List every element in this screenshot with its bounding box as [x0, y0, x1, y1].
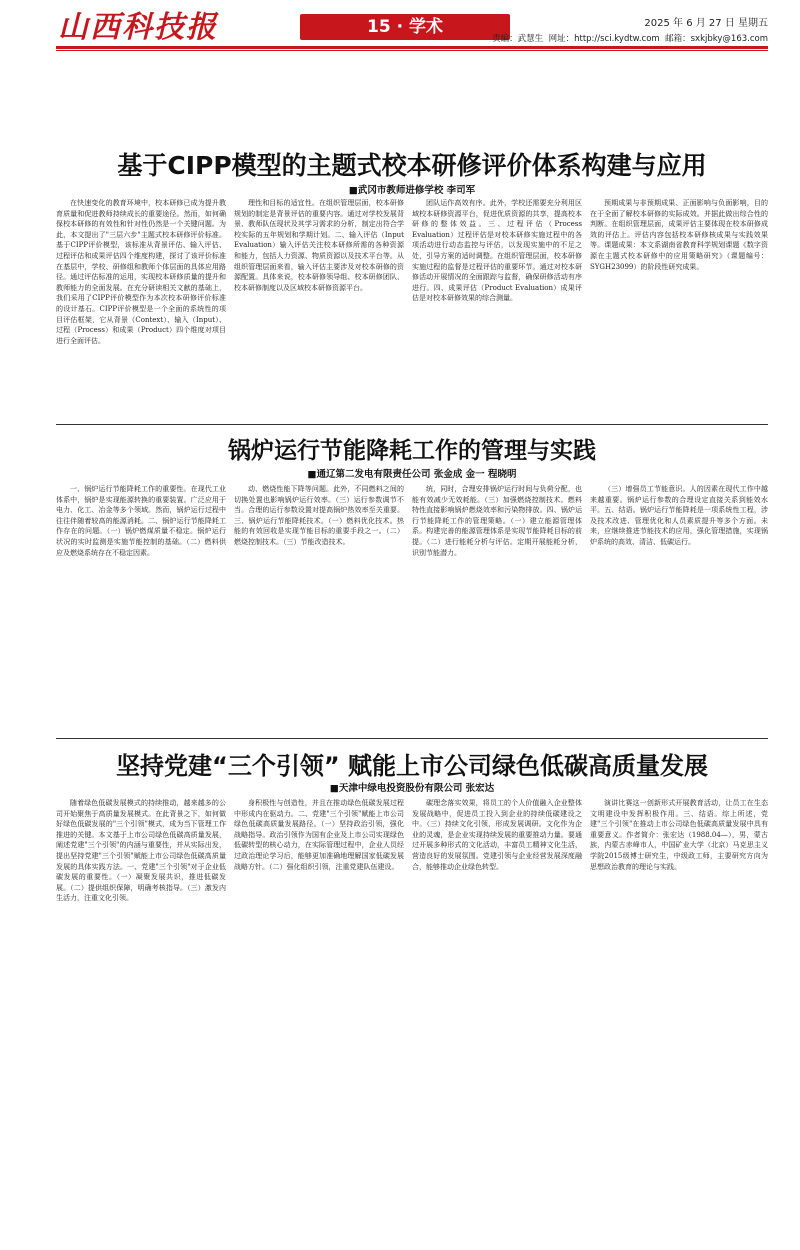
- article-1-text-3: 团队运作高效有序。此外，学校还需要充分利用区域校本研修资源平台，促进优质资源的共享，提高校本研修的整体效益。三、过程评估（Process Evaluation）过程评估是对校本研修实施过程中的各项活动进行动态监控与评估，以发现实施中的不足之处，引导方案的适时调整。在组织管理层面，校本研修实施过程的监督是过程评估的重要环节。通过对校本研修活动开展情况的全面跟踪与监督，确保研修活动有序进行。四、成果评估（Product Evaluation）成果评估是对校本研修效果的综合测量。: [412, 199, 582, 303]
- article-3-text-2: 身积极性与创造性，并且在推动绿色低碳发展过程中形成内在驱动力。二、党建"三个引领"赋能上市公司绿色低碳高质量发展路径。（一）坚持政治引领，强化战略指导。政治引领作为国有企业及上市公司实现绿色低碳转型的核心动力，在实际管理过程中，企业人员经过政治理论学习后，能够更加准确地理解国家低碳发展战略方针。（二）强化组织引领，注重党建队伍建设。: [234, 799, 404, 871]
- article-1-text-1: 在快速变化的教育环境中，校本研修已成为提升教育质量和促进教师持续成长的重要途径。然而，如何确保校本研修的有效性和针对性仍然是一个关键问题。为此，本文提出了"三层六步"主题式校本研修评价标准。基于CIPP评价模型，该标准从背景评估、输入评估、过程评估和成果评估四个维度构建，探讨了该评价标准在基层中，学校、研修组和教师个体层面的具体应用路径。通过评估标准的运用，实现校本研修质量的提升和教师能力的全面发展。在充分研读相关文献的基础上，我们采用了CIPP评价模型作为本次校本研修评价标准的设计基石。CIPP评价模型是一个全面的系统性的项目评估框架，它从背景（Context）、输入（Input）、过程（Process）和成果（Product）四个维度对项目进行全面评估。: [56, 199, 226, 345]
- article-2-byline: ■通辽第二发电有限责任公司 张金成 金一 程晓明: [307, 469, 517, 480]
- issue-date: 2025 年 6 月 27 日 星期五: [644, 18, 768, 29]
- website-link[interactable]: 网址：http://sci.kydtw.com: [548, 34, 660, 44]
- article-2-column-2: [234, 484, 404, 724]
- article-1-column-4: [590, 198, 768, 418]
- article-1-text-2: 理性和目标的适宜性。在组织管理层面，校本研修规划的制定是背景评估的重要内容。通过对学校发展背景、教师队伍现状及其学习需求的分析，制定出符合学校实际的五年规划和学期计划。二、输入评估（Input Evaluation）输入评估关注校本研修所需的各种资源和能力，包括人力资源、物质资源以及技术平台等。从组织管理层面来看，输入评估主要涉及对校本研修的资源配置。具体来说，校本研修领导组、校本研修团队、校本研修制度以及区域校本研修资源平台。: [234, 199, 404, 292]
- article-divider-1: [56, 424, 768, 425]
- article-1-title: 基于CIPP模型的主题式校本研修评价体系构建与应用: [117, 151, 707, 180]
- article-3-column-1: [56, 798, 226, 1228]
- masthead-meta: [492, 32, 768, 44]
- article-3-text-1: 随着绿色低碳发展模式的持续推动，越来越多的公司开始聚焦于高质量发展模式。在此背景之下，如何做好绿色低碳发展的"三个引领"模式，成为当下管理工作推进的关键。本文基于上市公司绿色低碳高质量发展，阐述党建"三个引领"的内涵与重要性，并从实际出发，提出坚持党建"三个引领"赋能上市公司绿色低碳高质量发展的具体实践方法。一、党建"三个引领"对于企业低碳发展的重要性。（一）凝聚发展共识，推进低碳发展。（二）提供组织保障，明确考核指导。（三）激发内生活力，注重文化引领。: [56, 799, 226, 903]
- article-1-text-4: 预期成果与非预期成果、正面影响与负面影响，目的在于全面了解校本研修的实际成效。并据此做出综合性的判断。在组织管理层面，成果评估主要体现在校本研修成效的评估上。评估内容包括校本研修核成果与实践效果等。课题成果：本文系湖南省教育科学规划课题《数字资源在主题式校本研修中的应用策略研究》（课题编号：SYGH23099）的阶段性研究成果。: [590, 199, 768, 271]
- header-rule: [56, 46, 768, 49]
- article-divider-2: [56, 738, 768, 739]
- article-1-column-1: [56, 198, 226, 418]
- article-2-text-2: 动、燃烧性能下降等问题。此外，不同燃料之间的切换处置也影响锅炉运行效率。（三）运行参数调节不当。合理的运行参数设置对提高锅炉热效率至关重要。三、锅炉运行节能降耗技术。（一）燃料优化技术。热能的有效回收是实现节能目标的重要手段之一。（二）燃烧控制技术。（三）节能改造技术。: [234, 485, 404, 546]
- article-3-title: 坚持党建“三个引领” 赋能上市公司绿色低碳高质量发展: [116, 752, 708, 780]
- article-3-text-4: 演讲比赛这一创新形式开展教育活动，让员工在生态文明建设中发挥积极作用。三、结语。综上所述，党建"三个引领"在推动上市公司绿色低碳高质量发展中具有重要意义。作者简介：张宏达（1988.04—），男，蒙古族，内蒙古赤峰市人，中国矿业大学（北京）马克思主义学院2015级博士研究生，中级政工师，主要研究方向为思想政治教育的理论与实践。: [590, 799, 768, 871]
- article-1-column-2: [234, 198, 404, 418]
- article-2-text-1: 一、锅炉运行节能降耗工作的重要性。在现代工业体系中，锅炉是实现能源转换的重要装置。广泛应用于电力、化工、冶金等多个领域。然而，锅炉运行过程中往往伴随着较高的能源消耗。二、锅炉运行节能降耗工作存在的问题。（一）锅炉燃煤质量不稳定。锅炉运行状况的实时监测是实施节能控制的基础。（二）燃料供应及燃烧系统存在不稳定因素。: [56, 485, 226, 557]
- article-3-column-4: [590, 798, 768, 1228]
- article-1-byline: ■武冈市教师进修学校 李司军: [348, 185, 476, 196]
- article-3-text-3: 碳理念落实效果，将员工的个人价值融入企业整体发展战略中，促进员工投入到企业的持续低碳建设之中。（三）持续文化引领，形成发展调研。文化作为企业的灵魂，是企业实现持续发展的重要推动力量。要通过开展多种形式的文化活动，丰富员工精神文化生活，营造良好的发展氛围。党建引领与企业经营发展深度融合，能够推动企业绿色转型。: [412, 799, 582, 871]
- article-2-text-4: （三）增强员工节能意识。人的因素在现代工作中越来越重要。锅炉运行参数的合理设定直接关系到能效水平。五、结语。锅炉运行节能降耗是一项系统性工程，涉及技术改进、管理优化和人员素质提升等多个方面。未来，应继续推进节能技术的应用，强化管理措施，实现锅炉系统的高效、清洁、低碳运行。: [590, 485, 768, 546]
- article-2-column-1: [56, 484, 226, 724]
- section-banner: 15 · 学术: [300, 14, 510, 40]
- article-3-column-3: [412, 798, 582, 1228]
- newspaper-logo: 山西科技报: [58, 10, 218, 45]
- article-2-column-4: [590, 484, 768, 724]
- article-2-column-3: [412, 484, 582, 724]
- article-2-text-3: 统，同时，合理安排锅炉运行时间与负荷分配，也能有效减少无效耗能。（三）加强燃烧控制技术。燃料特性直接影响锅炉燃烧效率和污染物排放。四、锅炉运行节能降耗工作的管理策略。（一）建立能源管理体系。构建完善的能源管理体系是实现节能降耗目标的前提。（二）进行能耗分析与评估。定期开展能耗分析，识别节能潜力。: [412, 485, 582, 557]
- article-1-column-3: [412, 198, 582, 418]
- article-3-column-2: [234, 798, 404, 1228]
- article-3-byline: ■天津中绿电投资股份有限公司 张宏达: [329, 783, 495, 794]
- email-link[interactable]: 邮箱：sxkjbky@163.com: [665, 34, 768, 44]
- editor-label: 责编：武慧生: [492, 34, 544, 44]
- header-rule-thin: [56, 50, 768, 51]
- article-2-title: 锅炉运行节能降耗工作的管理与实践: [228, 438, 596, 464]
